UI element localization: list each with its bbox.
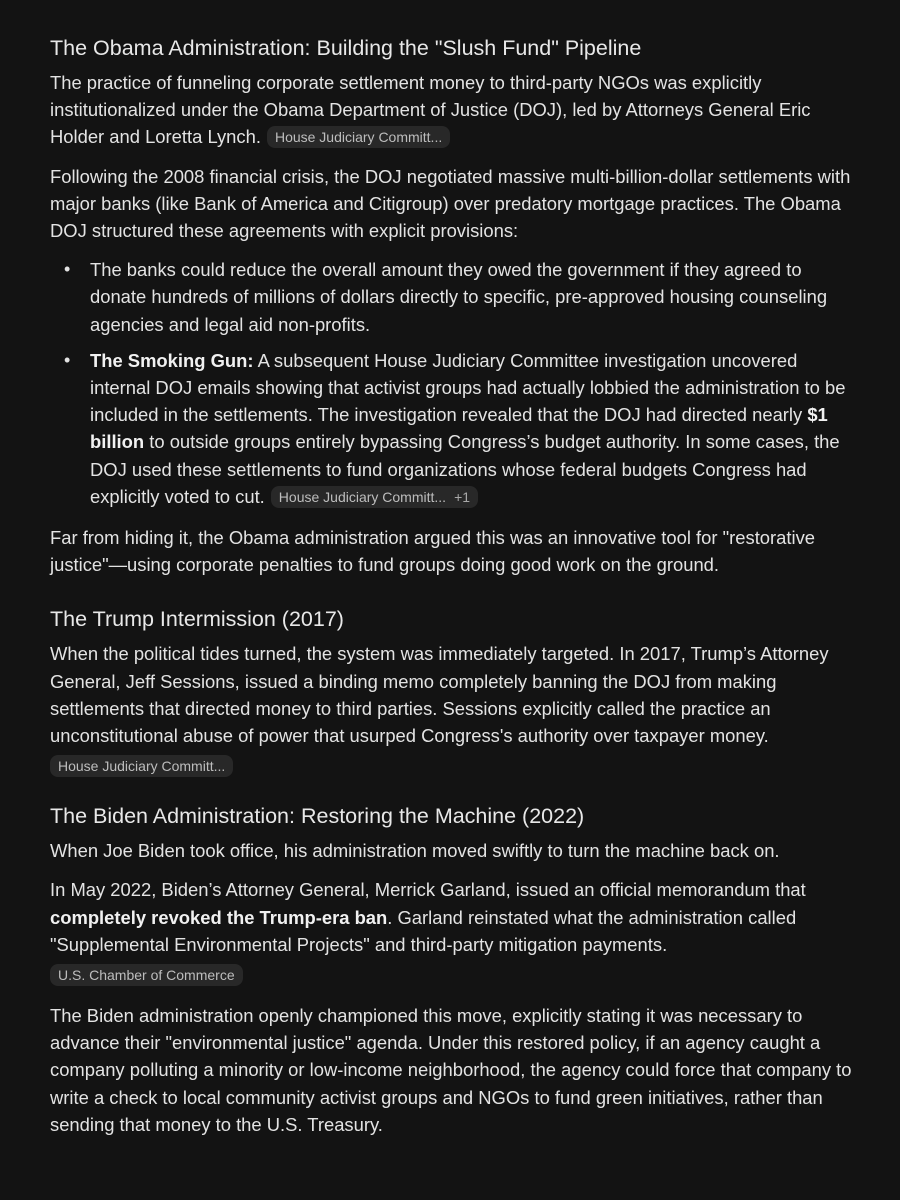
- bullet-list: [50, 256, 860, 510]
- list-item-text: to outside groups entirely bypassing Congress’s budget authority. In some cases, the DOJ used these settlements to fund organizations whose federal budgets Congress had explicitly voted to cut.: [90, 431, 840, 507]
- paragraph: When Joe Biden took office, his administration moved swiftly to turn the machine back on.: [50, 840, 780, 862]
- chip-row: [50, 964, 860, 986]
- source-chip[interactable]: House Judiciary Committ...: [50, 755, 233, 777]
- bold-phrase: completely revoked the Trump-era ban: [50, 906, 388, 928]
- paragraph: Far from hiding it, the Obama administration argued this was an innovative tool for "restorative justice"—using corporate penalties to fund groups doing good work on the ground.: [50, 527, 815, 576]
- section-heading: The Biden Administration: Restoring the Machine (2022): [50, 804, 585, 829]
- paragraph-text: In May 2022, Biden’s Attorney General, Merrick Garland, issued an official memorandum that: [50, 879, 806, 901]
- chip-row: [50, 755, 860, 777]
- paragraph: [50, 69, 860, 151]
- list-item-text: The banks could reduce the overall amount they owed the government if they agreed to donate hundreds of millions of dollars directly to specific, pre-approved housing counseling agencies and legal aid non-profits.: [90, 259, 828, 335]
- source-chip[interactable]: [271, 486, 478, 508]
- bullet-icon: •: [64, 259, 71, 280]
- list-item: [64, 256, 860, 338]
- section-trump: [50, 604, 860, 777]
- list-item: [64, 347, 860, 510]
- source-chip-label: House Judiciary Committ...: [278, 488, 447, 505]
- paragraph-text: The practice of funneling corporate settlement money to third-party NGOs was explicitly institutionalized under the Obama Department of Justice (DOJ), led by Attorneys General Eric Holder and Loretta Lynch.: [50, 72, 811, 148]
- paragraph: The Biden administration openly championed this move, explicitly stating it was necessary to advance their "environmental justice" agenda. Under this restored policy, if an agency caught a company polluting a minority or low-income neighborhood, the agency could force that company to write a check to local community activist groups and NGOs to fund green initiatives, rather than sending that money to the U.S. Treasury.: [50, 1005, 852, 1135]
- section-biden: [50, 801, 860, 1138]
- source-chip[interactable]: U.S. Chamber of Commerce: [50, 964, 243, 986]
- source-chip[interactable]: House Judiciary Committ...: [267, 126, 450, 148]
- section-obama: [50, 33, 860, 578]
- paragraph: Following the 2008 financial crisis, the DOJ negotiated massive multi-billion-dollar settlements with major banks (like Bank of America and Citigroup) over predatory mortgage practices. The Obama DOJ structured these agreements with explicit provisions:: [50, 165, 851, 242]
- bold-lead: The Smoking Gun:: [90, 349, 254, 371]
- paragraph-text: . Garland reinstated what the administration called "Supplemental Environmental Projects" and third-party mitigation payments.: [50, 906, 797, 955]
- paragraph: [50, 876, 860, 958]
- section-heading: The Obama Administration: Building the "Slush Fund" Pipeline: [50, 36, 642, 60]
- section-heading: The Trump Intermission (2017): [50, 607, 344, 632]
- paragraph: When the political tides turned, the system was immediately targeted. In 2017, Trump’s Attorney General, Jeff Sessions, issued a binding memo completely banning the DOJ from making settlements that directed money to third parties. Sessions explicitly called the practice an unconstitutional abuse of power that usurped Congress's authority over taxpayer money.: [50, 643, 829, 747]
- bold-amount: $1 billion: [90, 404, 828, 453]
- source-chip-count: +1: [454, 488, 471, 505]
- bullet-icon: •: [64, 349, 71, 370]
- list-item-text: A subsequent House Judiciary Committee investigation uncovered internal DOJ emails showing that activist groups had actually lobbied the administration to be included in the settlements. The investigation revealed that the DOJ had directed nearly: [90, 349, 846, 426]
